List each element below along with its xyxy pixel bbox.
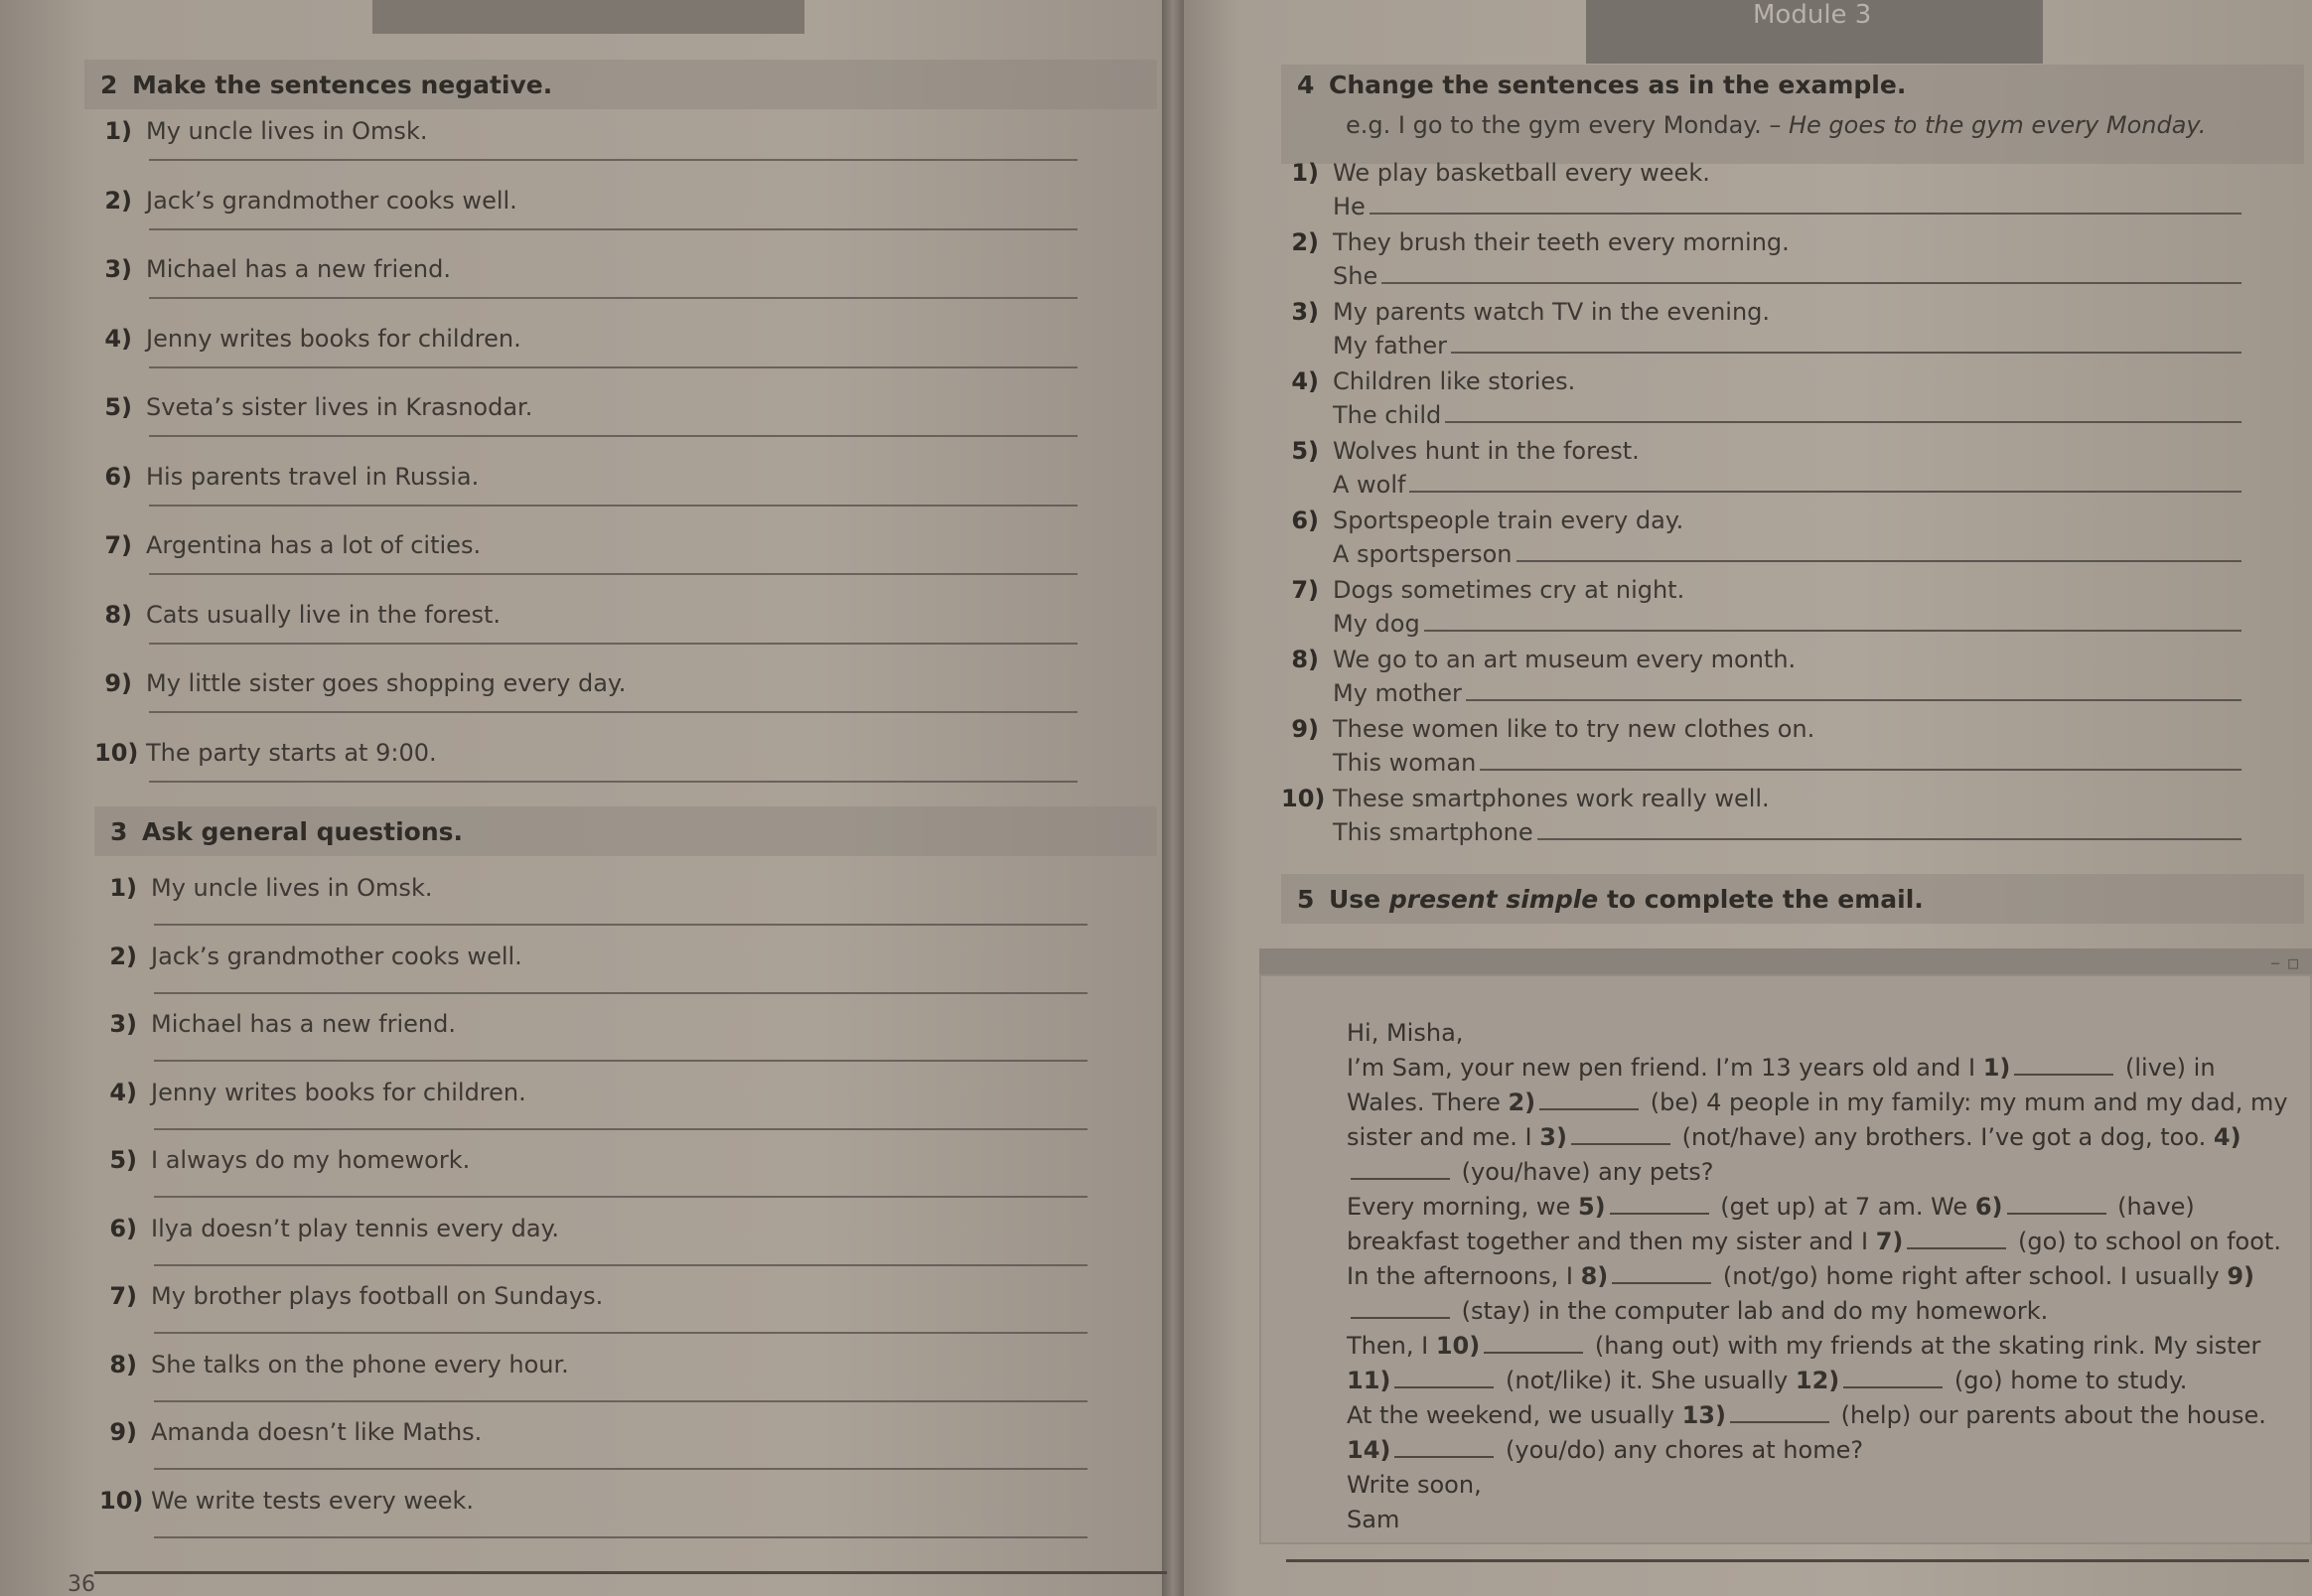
answer-line[interactable] — [154, 1536, 1087, 1538]
answer-line[interactable] — [1333, 262, 2241, 290]
item-number: 2) — [1291, 228, 1319, 256]
email-paragraph-1 — [1347, 1051, 2300, 1190]
exercise-item — [99, 943, 522, 978]
ex5-title-pre: Use — [1329, 884, 1381, 914]
answer-stem: My father — [1333, 332, 1447, 360]
item-sentence: Argentina has a lot of cities. — [146, 531, 482, 559]
item-number: 8) — [1291, 646, 1319, 673]
item-sentence: These women like to try new clothes on. — [1333, 715, 1815, 743]
exercise-item — [99, 1418, 482, 1454]
answer-line[interactable] — [149, 781, 1078, 783]
item-sentence: My uncle lives in Omsk. — [146, 117, 428, 145]
exercise-item — [1281, 507, 1683, 542]
exercise-item — [99, 1146, 470, 1182]
answer-line[interactable] — [154, 1264, 1087, 1266]
ex2-number: 2 — [100, 70, 118, 99]
blank-number: 9) — [2227, 1262, 2255, 1290]
item-number: 9) — [1291, 715, 1319, 743]
answer-line[interactable] — [154, 1468, 1087, 1470]
email-text-p13: At the weekend, we usually — [1347, 1401, 1674, 1429]
answer-blank[interactable] — [1409, 471, 2241, 493]
answer-line[interactable] — [1333, 401, 2241, 429]
item-number: 9) — [104, 669, 132, 697]
blank-number: 2) — [1508, 1088, 1536, 1116]
exercise-item — [1281, 159, 1710, 195]
blank-number: 7) — [1875, 1228, 1904, 1255]
item-number: 5) — [109, 1146, 137, 1174]
email-signature: Sam — [1347, 1506, 1400, 1533]
answer-line[interactable] — [1333, 332, 2241, 360]
blank-number: 10) — [1435, 1332, 1481, 1360]
answer-line[interactable] — [1333, 610, 2241, 638]
item-number: 5) — [104, 393, 132, 421]
item-number: 1) — [104, 117, 132, 145]
answer-line[interactable] — [149, 505, 1078, 507]
exercise-item — [94, 255, 451, 291]
answer-line[interactable] — [154, 992, 1087, 994]
blank-4[interactable] — [1351, 1162, 1450, 1180]
item-sentence: They brush their teeth every morning. — [1333, 228, 1790, 256]
blank-5[interactable] — [1610, 1197, 1709, 1215]
item-sentence: My little sister goes shopping every day. — [146, 669, 627, 697]
item-sentence: Jenny writes books for children. — [146, 324, 521, 353]
item-number: 3) — [1291, 298, 1319, 326]
answer-line[interactable] — [149, 643, 1078, 645]
email-text-p10: Then, I — [1347, 1332, 1429, 1360]
answer-line[interactable] — [154, 924, 1087, 926]
answer-stem: This smartphone — [1333, 818, 1533, 846]
page-number: 36 — [68, 1572, 95, 1596]
email-paragraph-2 — [1347, 1190, 2300, 1329]
item-sentence: I always do my homework. — [151, 1146, 471, 1174]
answer-line[interactable] — [149, 159, 1078, 161]
blank-number: 4) — [2213, 1123, 2241, 1151]
answer-line[interactable] — [154, 1060, 1087, 1062]
item-sentence: Children like stories. — [1333, 367, 1576, 395]
top-tab-left — [372, 0, 804, 34]
answer-stem: My mother — [1333, 679, 1462, 707]
item-sentence: Dogs sometimes cry at night. — [1333, 576, 1685, 604]
item-number: 1) — [109, 874, 137, 902]
module-label: Module 3 — [1753, 0, 1872, 30]
blank-8[interactable] — [1612, 1266, 1711, 1284]
item-number: 10) — [1281, 785, 1326, 812]
blank-2[interactable] — [1539, 1092, 1639, 1110]
book-spine — [1162, 0, 1184, 1596]
ex4-example-answer: He goes to the gym every Monday. — [1788, 111, 2207, 139]
item-number: 8) — [104, 600, 132, 629]
item-number: 1) — [1291, 159, 1319, 187]
ex3-header — [94, 806, 1157, 856]
exercise-item — [94, 393, 532, 429]
email-paragraph-3 — [1347, 1329, 2300, 1398]
email-box — [1259, 948, 2312, 1544]
ex4-number: 4 — [1297, 71, 1315, 99]
answer-line[interactable] — [1333, 471, 2241, 499]
exercise-item — [1281, 785, 1770, 820]
item-number: 4) — [1291, 367, 1319, 395]
email-text-p5: Every morning, we — [1347, 1193, 1571, 1221]
answer-stem: My dog — [1333, 610, 1420, 638]
answer-line[interactable] — [149, 573, 1078, 575]
item-number: 2) — [104, 186, 132, 215]
ex3-number: 3 — [110, 816, 128, 846]
item-sentence: Michael has a new friend. — [151, 1010, 456, 1038]
item-number: 3) — [109, 1010, 137, 1038]
answer-stem: This woman — [1333, 749, 1477, 777]
answer-line[interactable] — [154, 1196, 1087, 1198]
answer-line[interactable] — [149, 435, 1078, 437]
answer-line[interactable] — [154, 1332, 1087, 1334]
exercise-item — [94, 117, 427, 153]
blank-7[interactable] — [1907, 1232, 2006, 1249]
item-number: 5) — [1291, 437, 1319, 465]
item-number: 4) — [109, 1078, 137, 1106]
item-sentence: Amanda doesn’t like Maths. — [151, 1418, 483, 1446]
exercise-item — [94, 739, 437, 775]
exercise-item — [99, 1487, 474, 1523]
email-hint: (you/have) any pets? — [1461, 1158, 1714, 1186]
exercise-item — [99, 1215, 559, 1250]
blank-number: 8) — [1580, 1262, 1609, 1290]
email-closing: Write soon, — [1347, 1471, 1482, 1499]
answer-line[interactable] — [1333, 679, 2241, 707]
ex5-number: 5 — [1297, 884, 1315, 914]
ex4-example — [1346, 111, 2206, 139]
ex2-header — [84, 60, 1157, 109]
item-number: 9) — [109, 1418, 137, 1446]
answer-blank[interactable] — [1424, 610, 2241, 632]
answer-line[interactable] — [1333, 540, 2241, 568]
item-number: 10) — [94, 738, 139, 767]
answer-stem: A sportsperson — [1333, 540, 1513, 568]
answer-blank[interactable] — [1480, 749, 2241, 771]
item-number: 3) — [104, 255, 132, 283]
exercise-item — [94, 601, 501, 637]
item-number: 4) — [104, 324, 132, 353]
ex5-title-em: present simple — [1388, 884, 1599, 914]
blank-number: 11) — [1347, 1367, 1391, 1394]
blank-number: 14) — [1347, 1436, 1391, 1464]
exercise-item — [99, 1351, 569, 1386]
blank-number: 5) — [1577, 1193, 1606, 1221]
email-hint: (not/have) any brothers. I’ve got a dog, too. — [1681, 1123, 2207, 1151]
email-hint: (stay) in the computer lab and do my homework. — [1461, 1297, 2049, 1325]
exercise-item — [94, 187, 517, 222]
item-sentence: Sportspeople train every day. — [1333, 507, 1684, 534]
item-sentence: We go to an art museum every month. — [1333, 646, 1797, 673]
item-sentence: Michael has a new friend. — [146, 255, 451, 283]
email-hint: (go) to school on foot. In the afternoons, I — [1347, 1228, 2281, 1290]
ex4-example-prefix: e.g. I go to the gym every Monday. – — [1346, 111, 1782, 139]
blank-number: 12) — [1795, 1367, 1840, 1394]
exercise-item — [94, 669, 626, 705]
answer-stem: He — [1333, 193, 1366, 220]
exercise-item — [99, 1010, 456, 1046]
blank-10[interactable] — [1484, 1336, 1583, 1354]
item-number: 10) — [99, 1486, 144, 1515]
blank-number: 3) — [1539, 1123, 1567, 1151]
answer-blank[interactable] — [1381, 262, 2241, 284]
item-sentence: Jack’s grandmother cooks well. — [151, 942, 522, 970]
answer-line[interactable] — [154, 1400, 1087, 1402]
ex4-title: Change the sentences as in the example. — [1329, 71, 1907, 99]
item-number: 6) — [109, 1214, 137, 1242]
blank-13[interactable] — [1730, 1405, 1829, 1423]
item-number: 6) — [1291, 507, 1319, 534]
item-number: 7) — [109, 1282, 137, 1310]
blank-11[interactable] — [1394, 1371, 1494, 1388]
answer-blank[interactable] — [1445, 401, 2241, 423]
answer-blank[interactable] — [1451, 332, 2241, 354]
exercise-item — [1281, 576, 1684, 612]
exercise-item — [1281, 228, 1790, 264]
exercise-item — [94, 325, 521, 361]
item-number: 2) — [109, 942, 137, 970]
answer-line[interactable] — [149, 711, 1078, 713]
blank-number: 1) — [1982, 1054, 2011, 1082]
email-hint: (get up) at 7 am. We — [1720, 1193, 1968, 1221]
item-sentence: Cats usually live in the forest. — [146, 600, 502, 629]
answer-line[interactable] — [149, 366, 1078, 368]
email-hint: (be) 4 people in my family: my mum and my dad, my sister and me. — [1347, 1088, 2288, 1151]
exercise-item — [1281, 298, 1770, 334]
answer-blank[interactable] — [1370, 193, 2241, 215]
exercise-item — [94, 463, 479, 499]
exercise-item — [94, 531, 481, 567]
answer-stem: She — [1333, 262, 1378, 290]
answer-line[interactable] — [149, 297, 1078, 299]
item-sentence: We play basketball every week. — [1333, 159, 1710, 187]
answer-stem: The child — [1333, 401, 1442, 429]
item-sentence: Jenny writes books for children. — [151, 1078, 526, 1106]
blank-6[interactable] — [2007, 1197, 2106, 1215]
exercise-item — [1281, 646, 1796, 681]
item-sentence: Sveta’s sister lives in Krasnodar. — [146, 393, 533, 421]
exercise-item — [99, 1282, 603, 1318]
ex5-header — [1281, 874, 2304, 924]
email-hint: (help) our parents about the house. — [1840, 1401, 2266, 1429]
blank-12[interactable] — [1843, 1371, 1943, 1388]
item-number: 6) — [104, 462, 132, 491]
answer-line[interactable] — [149, 228, 1078, 230]
answer-line[interactable] — [1333, 818, 2241, 846]
email-text-p3: I — [1524, 1123, 1532, 1151]
answer-blank[interactable] — [1466, 679, 2241, 701]
email-hint: (not/like) it. She usually — [1506, 1367, 1789, 1394]
exercise-item — [1281, 367, 1575, 403]
email-hint: (have) breakfast together and then my sister and I — [1347, 1193, 2195, 1255]
email-hint: (not/go) home right after school. I usually — [1722, 1262, 2220, 1290]
email-paragraph-4 — [1347, 1398, 2300, 1468]
item-sentence: His parents travel in Russia. — [146, 462, 480, 491]
blank-number: 6) — [1974, 1193, 2003, 1221]
item-number: 7) — [104, 531, 132, 559]
blank-9[interactable] — [1351, 1301, 1450, 1319]
ex2-title: Make the sentences negative. — [132, 70, 553, 99]
answer-blank[interactable] — [1517, 540, 2241, 562]
email-hint: (go) home to study. — [1953, 1367, 2188, 1394]
item-sentence: She talks on the phone every hour. — [151, 1350, 569, 1378]
item-sentence: My parents watch TV in the evening. — [1333, 298, 1771, 326]
exercise-item — [1281, 437, 1640, 473]
answer-line[interactable] — [1333, 193, 2241, 220]
answer-line[interactable] — [154, 1128, 1087, 1130]
exercise-item — [99, 874, 432, 910]
email-greeting: Hi, Misha, — [1347, 1019, 1464, 1047]
exercise-item — [1281, 715, 1814, 751]
bottom-rule-right — [1286, 1559, 2309, 1562]
email-text-p1: I’m Sam, your new pen friend. I’m 13 years old and I — [1347, 1054, 1976, 1082]
ex5-title — [1329, 885, 1924, 914]
bottom-rule-left — [94, 1571, 1167, 1574]
ex5-title-post: to complete the email. — [1606, 884, 1924, 914]
blank-14[interactable] — [1394, 1440, 1494, 1458]
blank-3[interactable] — [1571, 1127, 1670, 1145]
item-sentence: My brother plays football on Sundays. — [151, 1282, 604, 1310]
answer-blank[interactable] — [1537, 818, 2241, 840]
item-sentence: My uncle lives in Omsk. — [151, 874, 433, 902]
item-sentence: Jack’s grandmother cooks well. — [146, 186, 517, 215]
email-hint: (live) in Wales. There — [1347, 1054, 2216, 1116]
item-number: 8) — [109, 1350, 137, 1378]
item-sentence: These smartphones work really well. — [1333, 785, 1770, 812]
item-number: 7) — [1291, 576, 1319, 604]
ex3-title: Ask general questions. — [142, 816, 464, 846]
email-hint: (you/do) any chores at home? — [1506, 1436, 1864, 1464]
answer-line[interactable] — [1333, 749, 2241, 777]
email-text — [1347, 1016, 2300, 1537]
item-sentence: The party starts at 9:00. — [146, 738, 437, 767]
blank-number: 13) — [1681, 1401, 1726, 1429]
window-controls: – ▫ — [2270, 950, 2300, 974]
answer-stem: A wolf — [1333, 471, 1406, 499]
exercise-item — [99, 1079, 526, 1114]
item-sentence: We write tests every week. — [151, 1486, 475, 1515]
blank-1[interactable] — [2014, 1058, 2113, 1076]
item-sentence: Wolves hunt in the forest. — [1333, 437, 1640, 465]
item-sentence: Ilya doesn’t play tennis every day. — [151, 1214, 559, 1242]
email-hint: (hang out) with my friends at the skating rink. My sister — [1594, 1332, 2261, 1360]
